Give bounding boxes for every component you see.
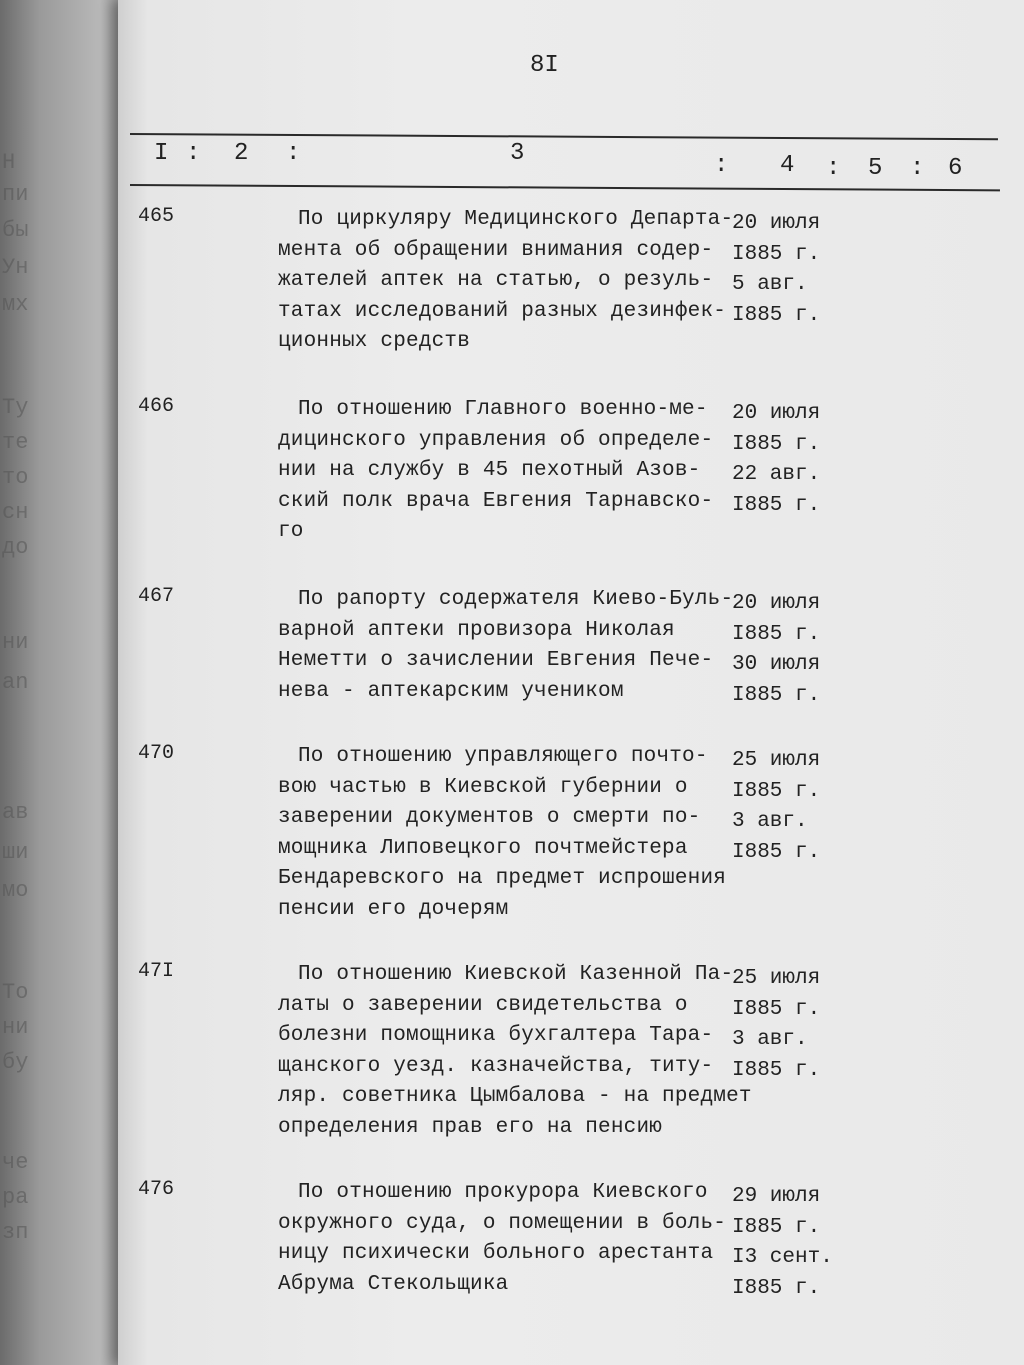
facing-page-ghost-text: ши: [2, 840, 29, 865]
entry-line: окружного суда, о помещении в боль-: [278, 1211, 727, 1235]
entry-line: нии на службу в 45 пехотный Азов-: [278, 459, 701, 482]
column-header-6: 6: [948, 155, 963, 182]
entry-line: жателей аптек на статью, о резуль-: [278, 269, 714, 292]
entry-number: 476: [138, 1178, 175, 1201]
date-start: 20 июля: [732, 402, 821, 425]
facing-page-ghost-text: ра: [2, 1185, 29, 1210]
entry-line: щанского уезд. казначейства, титу-: [278, 1054, 714, 1078]
date-start-year: I885 г.: [732, 242, 821, 266]
column-separator: :: [286, 140, 301, 167]
entry-line: варной аптеки провизора Николая: [278, 618, 675, 642]
entry-line: Абрума Стекольщика: [278, 1272, 509, 1296]
entry-line: По отношению Главного военно-ме-: [298, 398, 708, 421]
date-end-year: I885 г.: [732, 1276, 821, 1300]
date-start-year: I885 г.: [732, 622, 821, 646]
entry-dates: [732, 1182, 833, 1304]
date-start-year: I885 г.: [732, 432, 821, 456]
facing-page-ghost-text: Ту: [2, 395, 29, 420]
entry-description: [278, 742, 726, 925]
date-start: 20 июля: [732, 212, 821, 235]
column-header-3: 3: [510, 140, 525, 167]
document-page: [118, 0, 1024, 1365]
entry-line: дицинского управления об определе-: [278, 428, 714, 452]
facing-page-ghost-text: мо: [2, 878, 29, 903]
page-number: 8I: [530, 52, 559, 79]
facing-page-ghost-text: an: [2, 670, 29, 695]
date-start-year: I885 г.: [732, 1215, 821, 1239]
date-start: 20 июля: [732, 592, 821, 615]
column-header-4: 4: [780, 152, 795, 179]
facing-page-ghost-text: мх: [2, 292, 29, 317]
entry-line: По отношению Киевской Казенной Па-: [298, 963, 734, 986]
entry-line: латы о заверении свидетельства о: [278, 993, 688, 1017]
date-end: 3 авг.: [732, 810, 808, 833]
entry-line: мента об обращении внимания содер-: [278, 238, 714, 262]
entry-description: [278, 960, 752, 1143]
header-rule-bottom: [130, 184, 1000, 191]
column-separator: :: [826, 155, 841, 182]
entry-dates: [732, 746, 820, 868]
date-start-year: I885 г.: [732, 997, 821, 1021]
date-end-year: I885 г.: [732, 303, 821, 327]
entry-dates: [732, 399, 820, 521]
entry-line: По циркуляру Медицинского Департа-: [298, 208, 734, 231]
column-header-2: 2: [234, 140, 249, 167]
entry-line: пенсии его дочерям: [278, 897, 509, 921]
facing-page-ghost-text: ни: [2, 630, 29, 655]
facing-page-ghost-text: Н: [2, 150, 16, 175]
date-start: 29 июля: [732, 1185, 821, 1208]
entry-description: [278, 205, 733, 358]
entry-line: нева - аптекарским учеником: [278, 679, 624, 703]
date-end: 5 авг.: [732, 273, 808, 296]
entry-line: По отношению управляющего почто-: [298, 745, 708, 768]
entry-dates: [732, 209, 820, 331]
entry-number: 465: [138, 205, 175, 228]
entry-line: болезни помощника бухгалтера Тара-: [278, 1024, 714, 1047]
entry-number: 47I: [138, 960, 175, 983]
entry-line: заверении документов о смерти по-: [278, 806, 701, 829]
date-end: 30 июля: [732, 653, 821, 676]
date-start-year: I885 г.: [732, 779, 821, 803]
date-end-year: I885 г.: [732, 840, 821, 864]
entry-line: определения прав его на пенсию: [278, 1115, 663, 1139]
entry-number: 470: [138, 742, 175, 765]
date-end-year: I885 г.: [732, 1058, 821, 1082]
column-separator: :: [910, 155, 925, 182]
entry-line: ляр. советника Цымбалова - на предмет: [278, 1085, 752, 1108]
column-separator: :: [186, 140, 201, 167]
entry-line: ницу психически больного арестанта: [278, 1242, 714, 1265]
column-header-5: 5: [868, 155, 883, 182]
facing-page-ghost-text: те: [2, 430, 29, 455]
facing-page-ghost-text: ав: [2, 800, 29, 825]
header-rule-top: [130, 133, 998, 140]
entry-dates: [732, 589, 820, 711]
facing-page-edge: [0, 0, 130, 1365]
entry-line: По отношению прокурора Киевского: [298, 1181, 708, 1204]
column-separator: :: [714, 152, 729, 179]
facing-page-ghost-text: ни: [2, 1015, 29, 1040]
entry-description: [278, 585, 733, 707]
entry-line: ский полк врача Евгения Тарнавско-: [278, 489, 714, 513]
entry-number: 466: [138, 395, 175, 418]
entry-description: [278, 1178, 726, 1300]
entry-line: вою частью в Киевской губернии о: [278, 775, 688, 799]
facing-page-ghost-text: бы: [2, 218, 29, 243]
date-end: 3 авг.: [732, 1028, 808, 1051]
date-end: I3 сент.: [732, 1246, 833, 1269]
entry-line: По рапорту содержателя Киево-Буль-: [298, 588, 734, 611]
entry-number: 467: [138, 585, 175, 608]
entry-line: ционных средств: [278, 330, 471, 353]
entry-line: Бендаревского на предмет испрошения: [278, 867, 727, 890]
facing-page-ghost-text: че: [2, 1150, 29, 1175]
entry-line: татах исследований разных дезинфек-: [278, 299, 727, 323]
date-start: 25 июля: [732, 967, 821, 990]
date-end-year: I885 г.: [732, 683, 821, 707]
facing-page-ghost-text: пи: [2, 182, 29, 207]
date-start: 25 июля: [732, 749, 821, 772]
entry-line: го: [278, 520, 304, 543]
date-end: 22 авг.: [732, 463, 821, 486]
column-header-1: I: [154, 140, 169, 167]
facing-page-ghost-text: зп: [2, 1220, 29, 1245]
date-end-year: I885 г.: [732, 493, 821, 517]
entry-line: Неметти о зачислении Евгения Пече-: [278, 649, 714, 672]
facing-page-ghost-text: бу: [2, 1050, 29, 1075]
entry-description: [278, 395, 713, 548]
facing-page-ghost-text: То: [2, 980, 29, 1005]
facing-page-ghost-text: то: [2, 465, 29, 490]
entry-line: мощника Липовецкого почтмейстера: [278, 836, 688, 860]
facing-page-ghost-text: Ун: [2, 255, 29, 280]
entry-dates: [732, 964, 820, 1086]
facing-page-ghost-text: до: [2, 535, 29, 560]
facing-page-ghost-text: сн: [2, 500, 29, 525]
